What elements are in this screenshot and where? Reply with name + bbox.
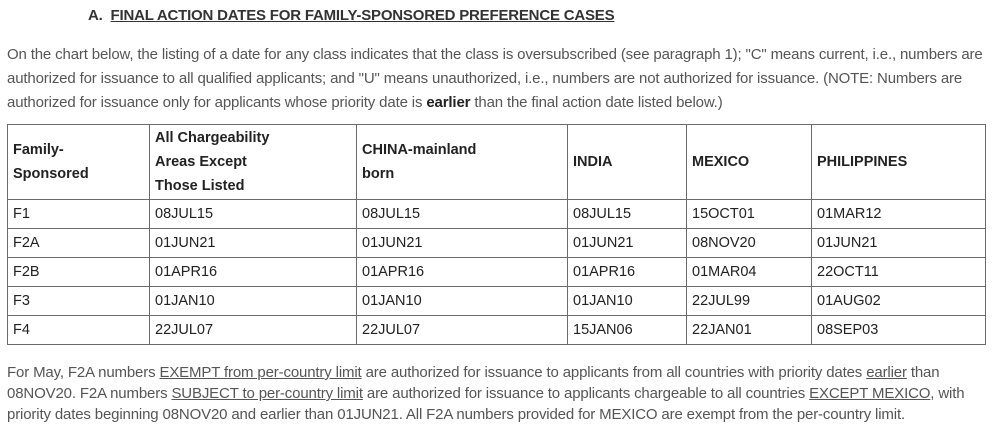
preference-category-cell: F3	[8, 287, 150, 316]
preference-category-cell: F2A	[8, 229, 150, 258]
preference-category-cell: F2B	[8, 258, 150, 287]
column-header: INDIA	[568, 125, 687, 200]
column-header: Family- Sponsored	[8, 125, 150, 200]
date-cell: 22JAN01	[687, 316, 812, 345]
column-header: MEXICO	[687, 125, 812, 200]
date-cell: 08JUL15	[568, 200, 687, 229]
date-cell: 01JUN21	[568, 229, 687, 258]
date-cell: 01APR16	[568, 258, 687, 287]
date-cell: 08JUL15	[357, 200, 568, 229]
section-heading	[88, 7, 614, 24]
date-cell: 01MAR12	[812, 200, 986, 229]
date-cell: 22OCT11	[812, 258, 986, 287]
date-cell: 01APR16	[150, 258, 357, 287]
table-row	[8, 229, 986, 258]
date-cell: 01JUN21	[357, 229, 568, 258]
date-cell: 08SEP03	[812, 316, 986, 345]
date-cell: 01JUN21	[812, 229, 986, 258]
table-row	[8, 258, 986, 287]
date-cell: 01JAN10	[568, 287, 687, 316]
date-cell: 08JUL15	[150, 200, 357, 229]
date-cell: 01APR16	[357, 258, 568, 287]
date-cell: 22JUL07	[357, 316, 568, 345]
date-cell: 01JUN21	[150, 229, 357, 258]
intro-bold-word: earlier	[426, 94, 471, 111]
footer-text-4: are authorized for issuance to applicants chargeable to all countries	[362, 385, 810, 402]
final-action-dates-table	[7, 124, 986, 345]
date-cell: 01AUG02	[812, 287, 986, 316]
footer-text-3: than 08NOV20. F2A numbers	[7, 364, 940, 402]
date-cell: 01MAR04	[687, 258, 812, 287]
section-title: FINAL ACTION DATES FOR FAMILY-SPONSORED PREFERENCE CASES	[110, 7, 615, 24]
table-row	[8, 287, 986, 316]
column-header: PHILIPPINES	[812, 125, 986, 200]
date-cell: 22JUL07	[150, 316, 357, 345]
preference-category-cell: F1	[8, 200, 150, 229]
footer-except-mexico-underlined: EXCEPT MEXICO	[809, 385, 931, 402]
table-row	[8, 316, 986, 345]
column-header: CHINA-mainland born	[357, 125, 568, 200]
date-cell: 15JAN06	[568, 316, 687, 345]
intro-text-end: than the final action date listed below.)	[470, 94, 723, 111]
footer-note	[7, 362, 989, 425]
column-header: All Chargeability Areas Except Those Listed	[150, 125, 357, 200]
intro-text-start: On the chart below, the listing of a date for any class indicates that the class is oversubscribed (see paragraph 1); "C" means current, i.e., numbers are authorized for issuance to all qualified applicants; and "U" means unauthorized, i.e., numbers are not authorized for issuance. (NOTE: Numbers are authorized for issuance only for applicants whose priority date is	[7, 46, 983, 111]
table-header-row	[8, 125, 986, 200]
footer-subject-link[interactable]: SUBJECT to per-country limit	[171, 385, 363, 402]
intro-paragraph	[7, 43, 987, 115]
footer-text-1: For May, F2A numbers	[7, 364, 160, 381]
date-cell: 08NOV20	[687, 229, 812, 258]
table-row	[8, 200, 986, 229]
preference-category-cell: F4	[8, 316, 150, 345]
footer-exempt-link[interactable]: EXEMPT from per-country limit	[159, 364, 362, 381]
footer-text-5: , with priority dates beginning 08NOV20 and earlier than 01JUN21. All F2A numbers provided for MEXICO are exempt from the per-country limit.	[7, 385, 965, 423]
footer-text-2: are authorized for issuance to applicants from all countries with priority dates	[361, 364, 867, 381]
date-cell: 22JUL99	[687, 287, 812, 316]
date-cell: 15OCT01	[687, 200, 812, 229]
footer-earlier-underlined: earlier	[866, 364, 907, 381]
date-cell: 01JAN10	[150, 287, 357, 316]
section-letter: A.	[88, 7, 103, 24]
date-cell: 01JAN10	[357, 287, 568, 316]
